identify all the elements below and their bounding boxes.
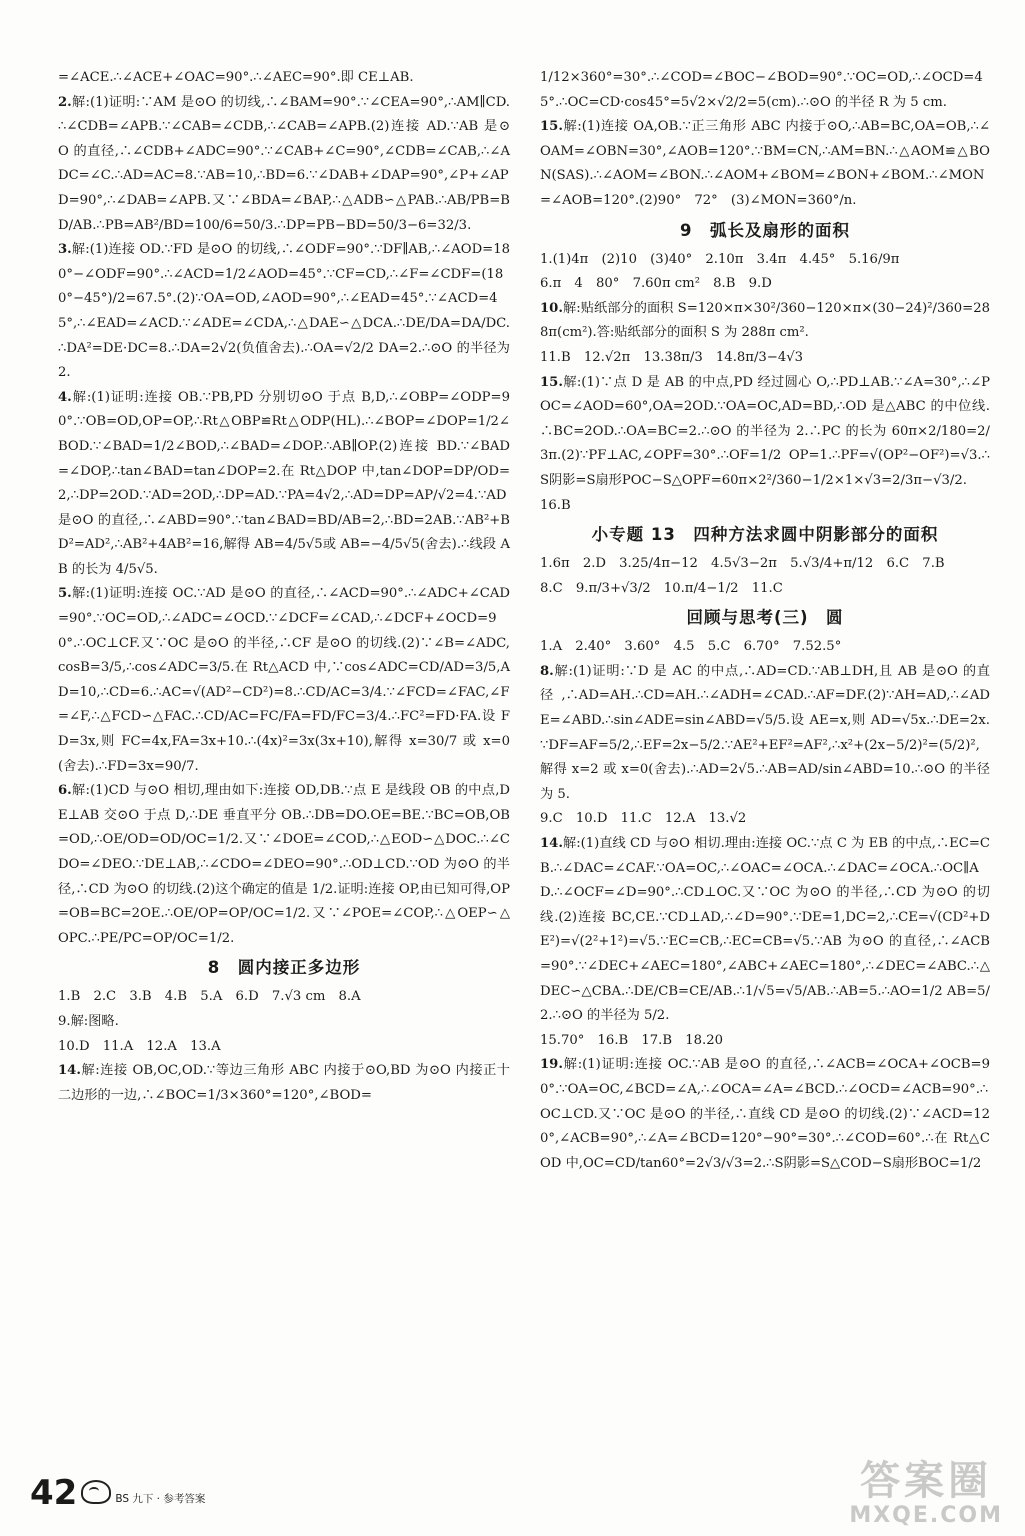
solution-text: 解:(1)证明:∵D 是 AC 的中点,∴AD=CD.∵AB⊥DH,且 AB 是⊙O 的直径,∴AD=AH.∴CD=AH.∴∠ADH=∠CAD.∴AF=DF.(2)∵AH=AD,∴∠ADE=∠ABD.∴sin∠ADE=sin∠ABD=√5/5.设 AE=x,则 AD=√5x.∴DE=2x.∵DF=AF=5/2,∴EF=2x−5/2.∵AE²+EF²=AF²,∴x²+(2x−5/2)²=(5/2)²,解得 x=2 或 x=0(舍去).∴AD=2√5.∴AB=AD/sin∠ABD=10.∴⊙O 的半径为 5. bbox=[540, 663, 990, 802]
question-number: 8. bbox=[540, 663, 554, 679]
answer-line: 6.π 4 80° 7.60π cm² 8.B 9.D bbox=[540, 276, 772, 292]
question-number: 15. bbox=[540, 119, 563, 135]
section-title: 8 圆内接正多边形 bbox=[207, 958, 361, 978]
answer-line: 1.A 2.40° 3.60° 4.5 5.C 6.70° 7.52.5° bbox=[540, 639, 842, 655]
solution-paragraph bbox=[58, 779, 510, 951]
watermark-title: 答案圈 bbox=[860, 1458, 993, 1504]
solution-text: 解:(1)证明:连接 OC.∵AD 是⊙O 的直径,∴∠ACD=90°.∴∠ADC+∠CAD=90°.∵OC=OD,∴∠ADC=∠OCD.∵∠DCF=∠CAD,∴∠DCF+∠OCD=90°.∴OC⊥CF.又∵OC 是⊙O 的半径,∴CF 是⊙O 的切线.(2)∵∠B=∠ADC,cosB=3/5,∴cos∠ADC=3/5.在 Rt△ACD 中,∵cos∠ADC=CD/AD=3/5,AD=10,∴CD=6.∴AC=√(AD²−CD²)=8.∴CD/AC=3/4.∵∠FCD=∠FAC,∠F=∠F,∴△FCD∽△FAC.∴CD/AC=FC/FA=FD/FC=3/4.∴FC²=FD·FA.设 FD=3x,则 FC=4x,FA=3x+10.∴(4x)²=3x(3x+10),解得 x=30/7 或 x=0(舍去).∴FD=3x=90/7. bbox=[58, 586, 510, 774]
question-number: 5. bbox=[58, 586, 72, 602]
solution-text: 解:(1)CD 与⊙O 相切,理由如下:连接 OD,DB.∵点 E 是线段 OB 的中点,DE⊥AB 交⊙O 于点 D,∴DE 垂直平分 OB.∴DB=DO.OE=BE.∵BC=OB,OB=OD,∴OE/OD=OD/OC=1/2.又∵∠DOE=∠COD,∴△EOD∽△DOC.∴∠CDO=∠DEO.∵DE⊥AB,∴∠CDO=∠DEO=90°.∴OD⊥CD.∵OD 为⊙O 的半径,∴CD 为⊙O 的切线.(2)这个确定的值是 1/2.证明:连接 OP,由已知可得,OP=OB=BC=2OE.∴OE/OP=OP/OC=1/2.又∵∠POE=∠COP,∴△OEP∽△OPC.∴PE/PC=OP/OC=1/2. bbox=[58, 783, 510, 946]
cartoon-logo-icon bbox=[81, 1480, 111, 1504]
answer-line: 1.(1)4π (2)10 (3)40° 2.10π 3.4π 4.45° 5.16/9π bbox=[540, 251, 900, 267]
question-number: 10. bbox=[540, 300, 563, 316]
solution-text: 解:(1)证明:连接 OC.∵AB 是⊙O 的直径,∴∠ACB=∠OCA+∠OCB=90°.∵OA=OC,∠BCD=∠A,∴∠OCA=∠A=∠BCD.∴∠OCD=∠ACB=90°.∴OC⊥CD.又∵OC 是⊙O 的半径,∴直线 CD 是⊙O 的切线.(2)∵∠ACD=120°,∠ACB=90°,∴∠A=∠BCD=120°−90°=30°.∴∠COD=60°.∴在 Rt△COD 中,OC=CD/tan60°=2√3/√3=2.∴S阴影=S△COD−S扇形BOC=1/2 bbox=[540, 1057, 990, 1171]
solution-text: 解:(1)∵点 D 是 AB 的中点,PD 经过圆心 O,∴PD⊥AB.∵∠A=30°,∴∠POC=∠AOD=60°,OA=2OD.∵OA=OC,AD=BD,∴OD 是△ABC 的中位线.∴BC=2OD.∴OA=BC=2.∴⊙O 的半径为 2.∴PC 的长为 60π×2/180=2/3π.(2)∵PF⊥AC,∠OPF=30°.∴OF=1/2 OP=1.∴PF=√(OP²−OF²)=√3.∴S阴影=S扇形POC−S△OPF=60π×2²/360−1/2×1×√3=2/3π−√3/2. bbox=[540, 374, 990, 488]
answer-line: 9.C 10.D 11.C 12.A 13.√2 bbox=[540, 811, 747, 827]
solution-paragraph bbox=[540, 297, 990, 346]
right-column bbox=[540, 66, 990, 1176]
solution-paragraph bbox=[58, 1059, 510, 1108]
question-number: 4. bbox=[58, 389, 72, 405]
section-title: 9 弧长及扇形的面积 bbox=[680, 220, 850, 240]
footer-text: BS 九下 · 参考答案 bbox=[115, 1493, 206, 1505]
answer-line: 11.B 12.√2π 13.38π/3 14.8π/3−4√3 bbox=[540, 349, 804, 365]
answer-line: 15.70° 16.B 17.B 18.20 bbox=[540, 1032, 723, 1048]
solution-paragraph bbox=[540, 832, 990, 1029]
question-number: 15. bbox=[540, 374, 563, 390]
answer-line: 1.6π 2.D 3.25/4π−12 4.5√3−2π 5.√3/4+π/12 6.C 7.B bbox=[540, 556, 945, 572]
solution-text: 解:(1)连接 OD.∵FD 是⊙O 的切线,∴∠ODF=90°.∵DF∥AB,∴∠AOD=180°−∠ODF=90°.∴∠ACD=1/2∠AOD=45°.∵CF=CD,∴∠F=∠CDF=(180°−45°)/2=67.5°.(2)∵OA=OD,∠AOD=90°,∴∠EAD=45°.∵∠ACD=45°,∴∠EAD=∠ACD.∵∠ADE=∠CDA,∴△DAE∽△DCA.∴DE/DA=DA/DC.∴DA²=DE·DC=8.∴DA=2√2(负值舍去).∴OA=√2/2 DA=2.∴⊙O 的半径为 2. bbox=[58, 242, 510, 381]
solution-paragraph bbox=[58, 582, 510, 779]
page-number: 42 bbox=[30, 1473, 78, 1513]
question-number: 2. bbox=[58, 94, 72, 110]
question-number: 6. bbox=[58, 783, 72, 799]
solution-text: 解:(1)直线 CD 与⊙O 相切.理由:连接 OC.∵点 C 为 EB 的中点,∴EC=CB.∴∠DAC=∠CAF.∵OA=OC,∴∠OAC=∠OCA.∴∠DAC=∠OCA.∴OC∥AD.∴∠OCF=∠D=90°.∴CD⊥OC.又∵OC 为⊙O 的半径,∴CD 为⊙O 的切线.(2)连接 BC,CE.∵CD⊥AD,∴∠D=90°.∵DE=1,DC=2,∴CE=√(CD²+DE²)=√(2²+1²)=√5.∵EC=CB,∴EC=CB=√5.∵AB 为⊙O 的直径,∴∠ACB=90°.∵∠DEC+∠AEC=180°,∠ABC+∠AEC=180°,∴∠DEC=∠ABC.∴△DEC∽△CBA.∴DE/CB=CE/AB.∴1/√5=√5/AB.∴AB=5.∴AO=1/2 AB=5/2.∴⊙O 的半径为 5/2. bbox=[540, 836, 990, 1024]
watermark-url: MXQE.COM bbox=[849, 1503, 1003, 1528]
solution-paragraph bbox=[540, 66, 990, 115]
solution-paragraph bbox=[540, 1053, 990, 1176]
left-column bbox=[58, 66, 510, 1108]
answer-line: 9.解:图略. bbox=[58, 1013, 119, 1029]
solution-text: 1/12×360°=30°.∴∠COD=∠BOC−∠BOD=90°.∵OC=OD,∴∠OCD=45°.∴OC=CD·cos45°=5√2×√2/2=5(cm).∴⊙O 的半径 R 为 5 cm. bbox=[540, 70, 983, 110]
solution-paragraph bbox=[58, 91, 510, 239]
solution-paragraph bbox=[540, 660, 990, 808]
watermark bbox=[849, 1459, 1003, 1528]
question-number: 14. bbox=[58, 1063, 81, 1079]
page-footer bbox=[30, 1473, 206, 1513]
section-title: 回顾与思考(三) 圆 bbox=[686, 608, 844, 628]
section-title: 小专题 13 四种方法求圆中阴影部分的面积 bbox=[591, 525, 939, 545]
question-number: 14. bbox=[540, 836, 563, 852]
solution-paragraph bbox=[58, 386, 510, 583]
answer-line: 1.B 2.C 3.B 4.B 5.A 6.D 7.√3 cm 8.A bbox=[58, 989, 361, 1005]
solution-paragraph bbox=[58, 66, 510, 91]
solution-text: =∠ACE.∴∠ACE+∠OAC=90°.∴∠AEC=90°.即 CE⊥AB. bbox=[58, 70, 414, 85]
solution-paragraph bbox=[540, 371, 990, 494]
solution-text: 解:(1)证明:∵AM 是⊙O 的切线,∴∠BAM=90°.∵∠CEA=90°,∴AM∥CD.∴∠CDB=∠APB.∵∠CAB=∠CDB,∴∠CAB=∠APB.(2)连接 AD.∵AB 是⊙O 的直径,∴∠CDB+∠ADC=90°.∵∠CAB+∠C=90°,∠CDB=∠CAB,∴∠ADC=∠C.∴AD=AC=8.∵AB=10,∴BD=6.∵∠DAB+∠DAP=90°,∠P+∠APD=90°,∴∠DAB=∠APB.又∵∠BDA=∠BAP,∴△ADB∽△PAB.∴AB/PB=BD/AB.∴PB=AB²/BD=100/6=50/3.∴DP=PB−BD=50/3−6=32/3. bbox=[58, 94, 510, 233]
solution-text: 解:连接 OB,OC,OD.∵等边三角形 ABC 内接于⊙O,BD 为⊙O 内接正十二边形的一边,∴∠BOC=1/3×360°=120°,∠BOD= bbox=[58, 1063, 510, 1103]
solution-text: 解:贴纸部分的面积 S=120×π×30²/360−120×π×(30−24)²/360=288π(cm²).答:贴纸部分的面积 S 为 288π cm². bbox=[540, 300, 990, 341]
answer-line: 8.C 9.π/3+√3/2 10.π/4−1/2 11.C bbox=[540, 580, 783, 596]
solution-text: 解:(1)证明:连接 OB.∵PB,PD 分别切⊙O 于点 B,D,∴∠OBP=∠ODP=90°.∵OB=OD,OP=OP,∴Rt△OBP≌Rt△ODP(HL).∴∠BOP=∠DOP=1/2∠BOD.∵∠BAD=1/2∠BOD,∴∠BAD=∠DOP.∴AB∥OP.(2)连接 BD.∵∠BAD=∠DOP,∴tan∠BAD=tan∠DOP=2.在 Rt△DOP 中,tan∠DOP=DP/OD=2,∴DP=2OD.∵AD=2OD,∴DP=AD.∵PA=4√2,∴AD=DP=AP/√2=4.∵AD 是⊙O 的直径,∴∠ABD=90°.∵tan∠BAD=BD/AB=2,∴BD=2AB.∵AB²+BD²=AD²,∴AB²+4AB²=16,解得 AB=4/5√5或 AB=−4/5√5(舍去).∴线段 AB 的长为 4/5√5. bbox=[58, 389, 510, 577]
answer-line: 10.D 11.A 12.A 13.A bbox=[58, 1038, 221, 1054]
answer-line: 16.B bbox=[540, 497, 571, 513]
question-number: 19. bbox=[540, 1057, 563, 1073]
solution-paragraph bbox=[58, 238, 510, 386]
solution-paragraph bbox=[540, 115, 990, 213]
question-number: 3. bbox=[58, 242, 72, 258]
solution-text: 解:(1)连接 OA,OB.∵正三角形 ABC 内接于⊙O,∴AB=BC,OA=OB,∴∠OAM=∠OBN=30°,∠AOB=120°.∵BM=CN,∴AM=BN.∴△AOM≌△BON(SAS).∴∠AOM=∠BON.∴∠AOM+∠BOM=∠BON+∠BOM.∴∠MON=∠AOB=120°.(2)90° 72° (3)∠MON=360°/n. bbox=[540, 119, 990, 208]
